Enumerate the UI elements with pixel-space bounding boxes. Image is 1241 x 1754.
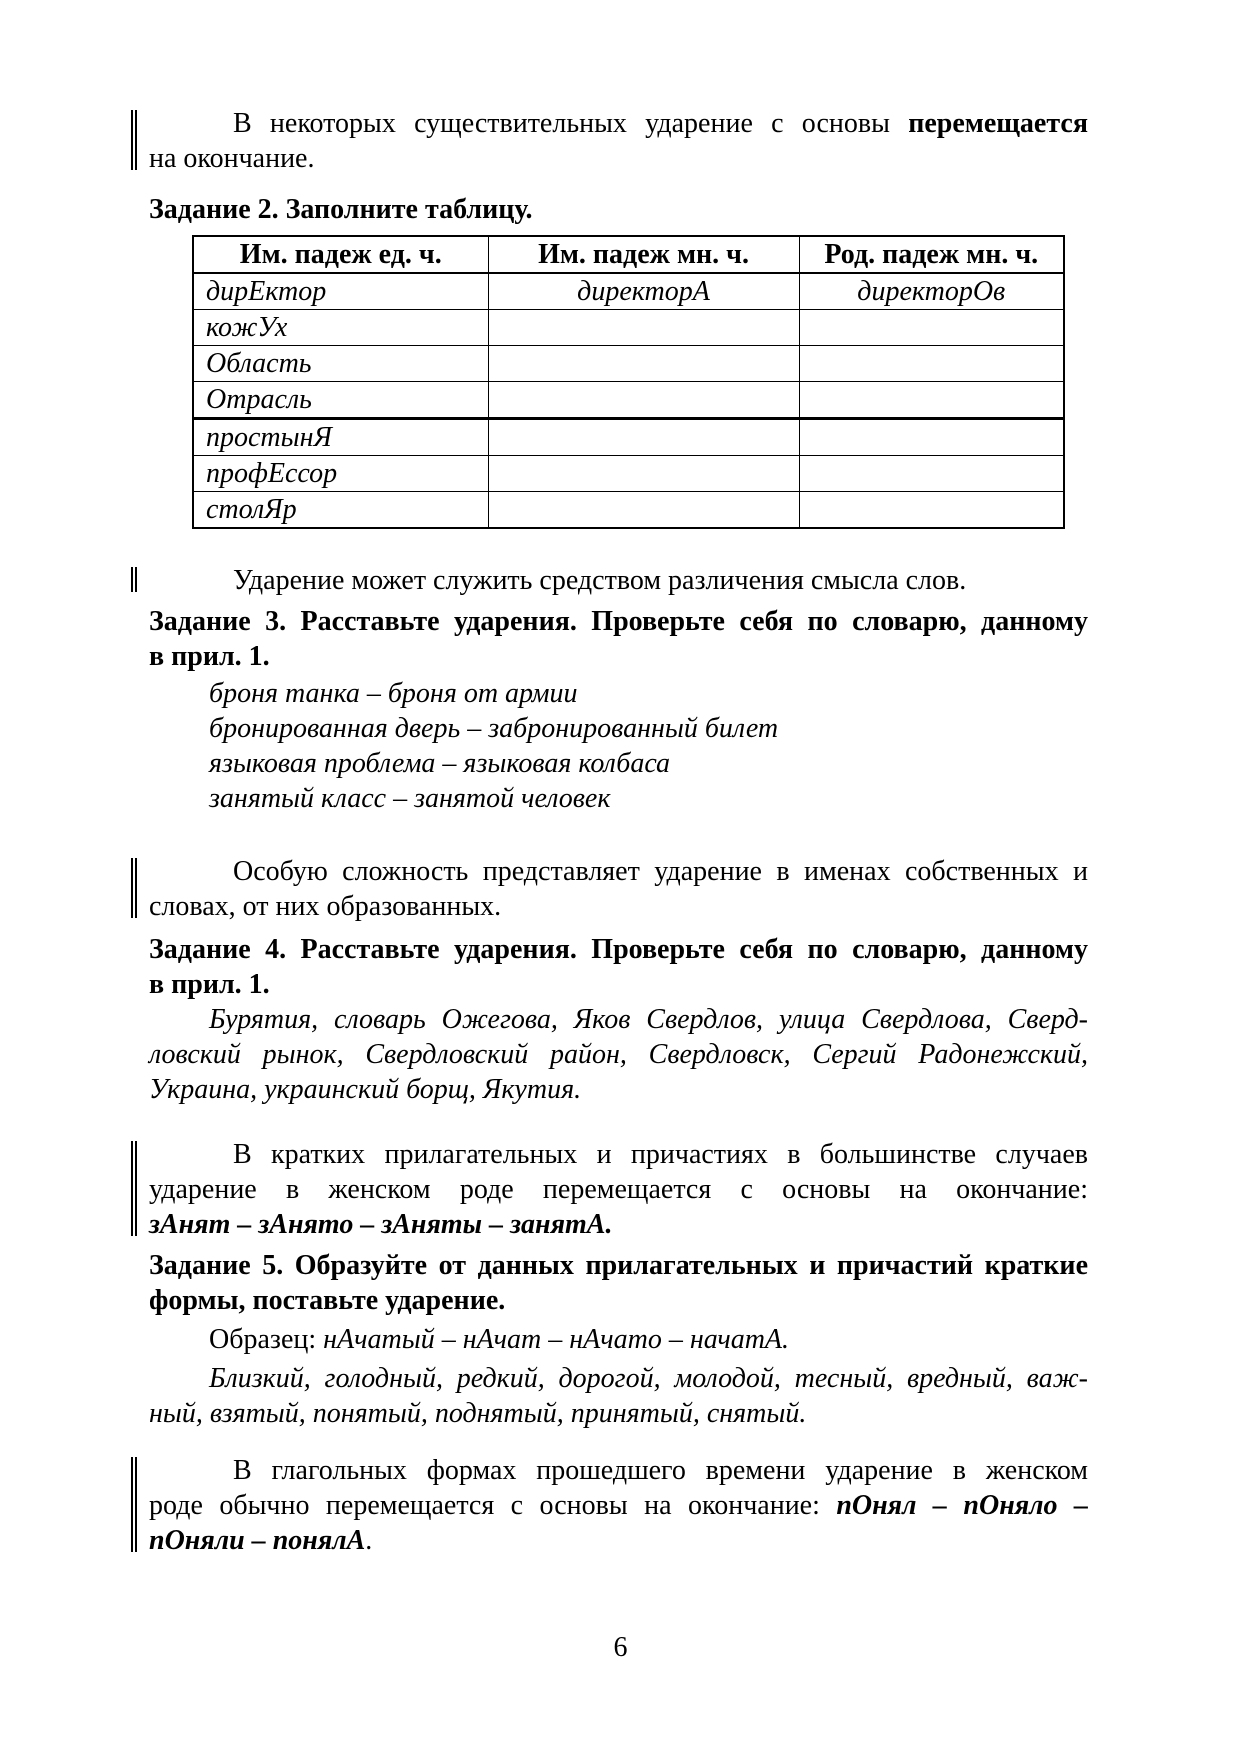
text-segment: пОняли – понялА <box>149 1525 366 1556</box>
text-line <box>149 1283 1088 1318</box>
text-line <box>149 889 1088 924</box>
past-tense-note <box>149 1453 1088 1558</box>
change-bar-icon <box>131 1141 137 1236</box>
table-row <box>193 492 1064 529</box>
proper-names-note <box>149 854 1088 924</box>
text-segment: ловский рынок, Свердловский район, Свердловск, Сергий Радонежский, <box>149 1039 1088 1070</box>
text-line <box>149 1037 1088 1072</box>
page-content <box>149 106 1088 1558</box>
table-cell <box>488 310 799 346</box>
text-line <box>149 1396 1088 1431</box>
table-row <box>193 310 1064 346</box>
table-cell: кожУх <box>193 310 488 346</box>
text-segment: Украина, украинский борщ, Якутия. <box>149 1074 582 1105</box>
text-segment: Ударение может служить средством различения смысла слов. <box>233 565 967 596</box>
table-cell: профЕссор <box>193 456 488 492</box>
table-cell <box>488 382 799 419</box>
text-line <box>149 563 1088 598</box>
text-segment: в прил. 1. <box>149 969 270 1000</box>
short-forms-note <box>149 1137 1088 1242</box>
task-4-heading <box>149 932 1088 1002</box>
text-line <box>149 1322 1088 1357</box>
table-cell <box>488 492 799 529</box>
table-row <box>193 273 1064 310</box>
text-segment: формы, поставьте ударение. <box>149 1285 506 1316</box>
text-segment: В некоторых существительных ударение с основы <box>233 108 909 139</box>
text-line <box>149 1523 1088 1558</box>
table-header-cell: Им. падеж мн. ч. <box>488 236 799 273</box>
table-row <box>193 456 1064 492</box>
task-3-heading <box>149 604 1088 674</box>
change-bar-icon <box>131 567 137 592</box>
text-line <box>149 1172 1088 1207</box>
text-segment: перемещается <box>908 108 1088 139</box>
table-cell <box>488 419 799 456</box>
table-row <box>193 382 1064 419</box>
text-segment: . <box>365 1525 373 1556</box>
table-cell: простынЯ <box>193 419 488 456</box>
task-2-heading <box>149 192 1088 227</box>
table-cell <box>799 346 1064 382</box>
text-line <box>209 781 1088 816</box>
text-line <box>149 1002 1088 1037</box>
text-segment: нАчатый – нАчат – нАчато – начатА. <box>323 1324 790 1355</box>
text-line <box>209 746 1088 781</box>
text-segment: В кратких прилагательных и причастиях в большинстве случаев <box>233 1139 1088 1170</box>
text-line <box>149 639 1088 674</box>
text-segment: Задание 5. Образуйте от данных прилагательных и причастий краткие <box>149 1250 1088 1281</box>
text-segment: Особую сложность представляет ударение в именах собственных и <box>233 856 1088 887</box>
text-line <box>209 711 1088 746</box>
text-line <box>149 1453 1088 1488</box>
table-cell <box>799 456 1064 492</box>
text-line <box>149 604 1088 639</box>
table-cell <box>488 456 799 492</box>
task-4-words <box>149 1002 1088 1107</box>
task-2-table <box>192 235 1065 529</box>
change-bar-icon <box>131 858 137 918</box>
text-segment: Задание 4. Расставьте ударения. Проверьте себя по словарю, данному <box>149 934 1088 965</box>
text-segment: занятый класс – занятой человек <box>209 783 611 814</box>
text-line <box>149 1361 1088 1396</box>
text-segment: словах, от них образованных. <box>149 891 502 922</box>
text-segment: Образец: <box>209 1324 324 1355</box>
text-line <box>209 676 1088 711</box>
text-line <box>149 1137 1088 1172</box>
table-cell <box>799 419 1064 456</box>
text-segment: В глагольных формах прошедшего времени ударение в женском <box>233 1455 1088 1486</box>
task-5-example <box>149 1322 1088 1357</box>
table-cell: Область <box>193 346 488 382</box>
text-segment: Задание 2. Заполните таблицу. <box>149 194 533 225</box>
text-line <box>149 932 1088 967</box>
task-5-heading <box>149 1248 1088 1318</box>
text-line <box>149 1248 1088 1283</box>
table-header-cell: Им. падеж ед. ч. <box>193 236 488 273</box>
text-line <box>149 1072 1088 1107</box>
table-cell <box>799 382 1064 419</box>
text-segment: языковая проблема – языковая колбаса <box>209 748 671 779</box>
table-cell: директорА <box>488 273 799 310</box>
task-3-words <box>149 676 1088 816</box>
change-bar-icon <box>131 1457 137 1552</box>
text-segment: в прил. 1. <box>149 641 270 672</box>
text-segment: Бурятия, словарь Ожегова, Яков Свердлов, улица Свердлова, Сверд- <box>209 1004 1088 1035</box>
table-cell <box>799 310 1064 346</box>
text-segment: роде обычно перемещается с основы на окончание: <box>149 1490 837 1521</box>
text-segment: Задание 3. Расставьте ударения. Проверьте себя по словарю, данному <box>149 606 1088 637</box>
text-segment: ный, взятый, понятый, поднятый, принятый, снятый. <box>149 1398 807 1429</box>
text-segment: на окончание. <box>149 143 315 174</box>
task-5-words <box>149 1361 1088 1431</box>
text-segment: Близкий, голодный, редкий, дорогой, молодой, тесный, вредный, важ- <box>209 1363 1088 1394</box>
text-line <box>149 854 1088 889</box>
text-line <box>149 192 1088 227</box>
table-row <box>193 346 1064 382</box>
table-cell: Отрасль <box>193 382 488 419</box>
text-line <box>149 1488 1088 1523</box>
table-cell <box>488 346 799 382</box>
text-segment: пОнял – пОняло – <box>836 1490 1088 1521</box>
table-cell: директорОв <box>799 273 1064 310</box>
table-cell: дирЕктор <box>193 273 488 310</box>
table-row <box>193 419 1064 456</box>
table-cell: столЯр <box>193 492 488 529</box>
text-line <box>149 1207 1088 1242</box>
text-segment: зАнят – зАнято – зАняты – занятА. <box>149 1209 613 1240</box>
text-segment: бронированная дверь – забронированный билет <box>209 713 779 744</box>
text-segment: броня танка – броня от армии <box>209 678 578 709</box>
table-header-cell: Род. падеж мн. ч. <box>799 236 1064 273</box>
text-line <box>149 967 1088 1002</box>
text-line <box>149 141 1088 176</box>
intro-note <box>149 106 1088 176</box>
page-number: 6 <box>613 1632 628 1663</box>
change-bar-icon <box>131 110 137 170</box>
meaning-note <box>149 563 1088 598</box>
table-header-row <box>193 236 1064 273</box>
text-line <box>149 106 1088 141</box>
text-segment: ударение в женском роде перемещается с основы на окончание: <box>149 1174 1088 1205</box>
table-cell <box>799 492 1064 529</box>
